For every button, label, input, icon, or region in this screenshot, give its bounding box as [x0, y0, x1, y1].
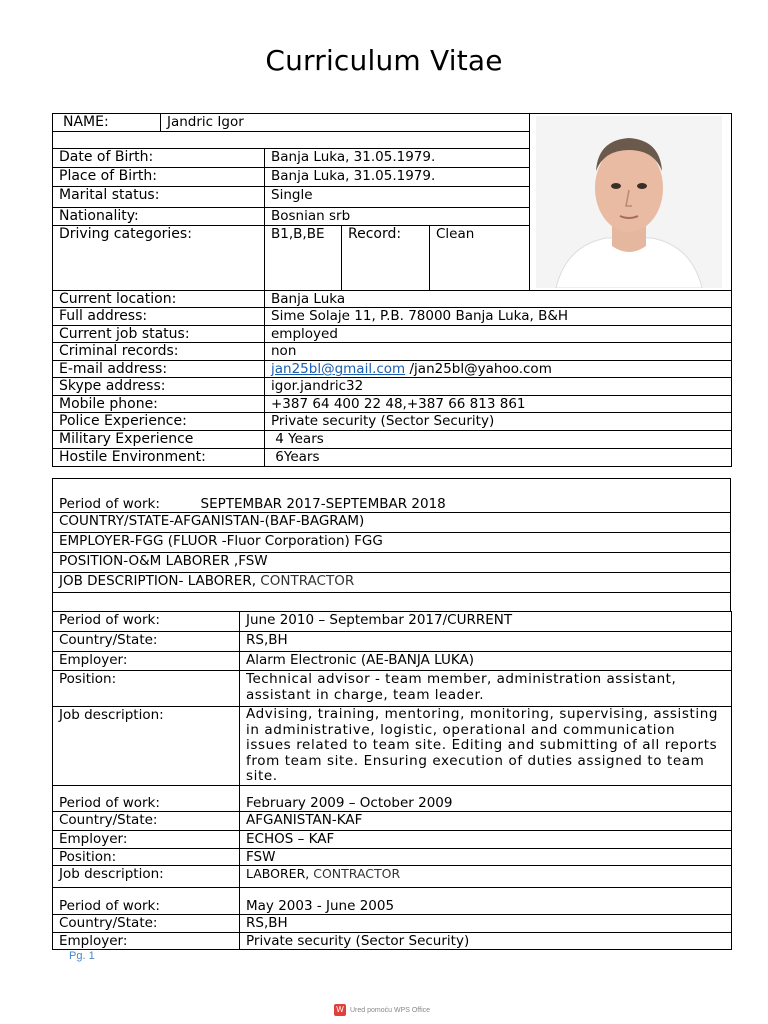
- location-value: Banja Luka: [265, 291, 732, 308]
- address-label: Full address:: [53, 308, 265, 326]
- job1-position: POSITION-O&M LABORER ,FSW: [53, 553, 731, 573]
- hostile-value: 6Years: [265, 449, 732, 467]
- phone-label: Mobile phone:: [53, 396, 265, 413]
- job1-period-label: Period of work:: [59, 496, 160, 512]
- job3-desc-label: Job description:: [53, 865, 240, 887]
- job3-period-value: February 2009 – October 2009: [240, 785, 732, 811]
- job2-employer-label: Employer:: [53, 652, 240, 671]
- record-label: Record:: [342, 226, 430, 291]
- job1-employer: EMPLOYER-FGG (FLUOR -Fluor Corporation) FGG: [53, 533, 731, 553]
- marital-label: Marital status:: [53, 186, 265, 207]
- job1-desc-contractor: CONTRACTOR: [256, 573, 355, 589]
- job2-desc-value: Advising, training, mentoring, monitoring, supervising, assisting in administrative, logistic, operational and communication issues related to team site. Editing and submitting of all reports from team site. Ensuring execution of duties assigned to team site.: [240, 707, 732, 786]
- email-label: E-mail address:: [53, 361, 265, 378]
- job3-period-label: Period of work:: [53, 785, 240, 811]
- pob-label: Place of Birth:: [53, 168, 265, 187]
- job1-desc-main: JOB DESCRIPTION- LABORER,: [59, 573, 256, 589]
- page-title: Curriculum Vitae: [265, 44, 503, 77]
- location-label: Current location:: [53, 291, 265, 308]
- address-value: Sime Solaje 11, P.B. 78000 Banja Luka, B&H: [265, 308, 732, 326]
- hostile-label: Hostile Environment:: [53, 449, 265, 467]
- photo-cell: [530, 114, 732, 291]
- pob-value: Banja Luka, 31.05.1979.: [265, 168, 530, 187]
- phone-value: +387 64 400 22 48,+387 66 813 861: [265, 396, 732, 413]
- dob-label: Date of Birth:: [53, 149, 265, 168]
- marital-value: Single: [265, 186, 530, 207]
- job4-employer-value: Private security (Sector Security): [240, 932, 732, 949]
- criminal-label: Criminal records:: [53, 343, 265, 361]
- jobs-table: [52, 611, 732, 950]
- job3-desc-main: LABORER,: [246, 865, 310, 881]
- job3-employer-label: Employer:: [53, 830, 240, 848]
- driving-value: B1,B,BE: [265, 226, 342, 291]
- job4-country-value: RS,BH: [240, 914, 732, 932]
- criminal-value: non: [265, 343, 732, 361]
- job1-description: [53, 573, 731, 593]
- job2-period-value: June 2010 – Septembar 2017/CURRENT: [240, 612, 732, 632]
- driving-label: Driving categories:: [53, 226, 265, 291]
- job2-position-value: Technical advisor - team member, administration assistant, assistant in charge, team leader.: [240, 671, 732, 707]
- job4-employer-label: Employer:: [53, 932, 240, 949]
- nationality-label: Nationality:: [53, 207, 265, 226]
- job3-position-label: Position:: [53, 848, 240, 865]
- email-alt: /jan25bl@yahoo.com: [405, 361, 552, 377]
- job3-employer-value: ECHOS – KAF: [240, 830, 732, 848]
- police-value: Private security (Sector Security): [265, 413, 732, 431]
- job1-table: [52, 478, 731, 612]
- profile-photo: [536, 116, 722, 288]
- personal-info-table: [52, 113, 732, 467]
- job2-period-label: Period of work:: [53, 612, 240, 632]
- job-status-value: employed: [265, 326, 732, 343]
- job4-country-label: Country/State:: [53, 914, 240, 932]
- job3-desc-value: [240, 865, 732, 887]
- police-label: Police Experience:: [53, 413, 265, 431]
- spacer-row: [53, 131, 530, 149]
- job1-period-row: [53, 479, 731, 513]
- wps-watermark-text: Ured pomoću WPS Office: [350, 1006, 431, 1014]
- skype-value: igor.jandric32: [265, 378, 732, 396]
- job4-period-label: Period of work:: [53, 887, 240, 914]
- skype-label: Skype address:: [53, 378, 265, 396]
- job2-position-label: Position:: [53, 671, 240, 707]
- nationality-value: Bosnian srb: [265, 207, 530, 226]
- job-status-label: Current job status:: [53, 326, 265, 343]
- job2-desc-label: Job description:: [53, 707, 240, 786]
- name-label: NAME:: [53, 114, 161, 132]
- job3-country-value: AFGANISTAN-KAF: [240, 811, 732, 830]
- wps-logo-icon: W: [334, 1004, 346, 1016]
- job2-employer-value: Alarm Electronic (AE-BANJA LUKA): [240, 652, 732, 671]
- job1-period-value: SEPTEMBAR 2017-SEPTEMBAR 2018: [200, 496, 446, 512]
- email-value: [265, 361, 732, 378]
- job3-desc-contractor: CONTRACTOR: [309, 865, 401, 881]
- record-value: Clean: [430, 226, 530, 291]
- military-label: Military Experience: [53, 431, 265, 449]
- name-value: Jandric Igor: [161, 114, 530, 132]
- email-link[interactable]: jan25bl@gmail.com: [271, 361, 406, 377]
- page-number: Pg. 1: [69, 950, 95, 962]
- job1-spacer: [53, 593, 731, 612]
- job4-period-value: May 2003 - June 2005: [240, 887, 732, 914]
- job2-country-label: Country/State:: [53, 632, 240, 652]
- job1-country: COUNTRY/STATE-AFGANISTAN-(BAF-BAGRAM): [53, 513, 731, 533]
- job2-country-value: RS,BH: [240, 632, 732, 652]
- job3-country-label: Country/State:: [53, 811, 240, 830]
- military-value: 4 Years: [265, 431, 732, 449]
- job3-position-value: FSW: [240, 848, 732, 865]
- dob-value: Banja Luka, 31.05.1979.: [265, 149, 530, 168]
- wps-watermark: [334, 1004, 430, 1016]
